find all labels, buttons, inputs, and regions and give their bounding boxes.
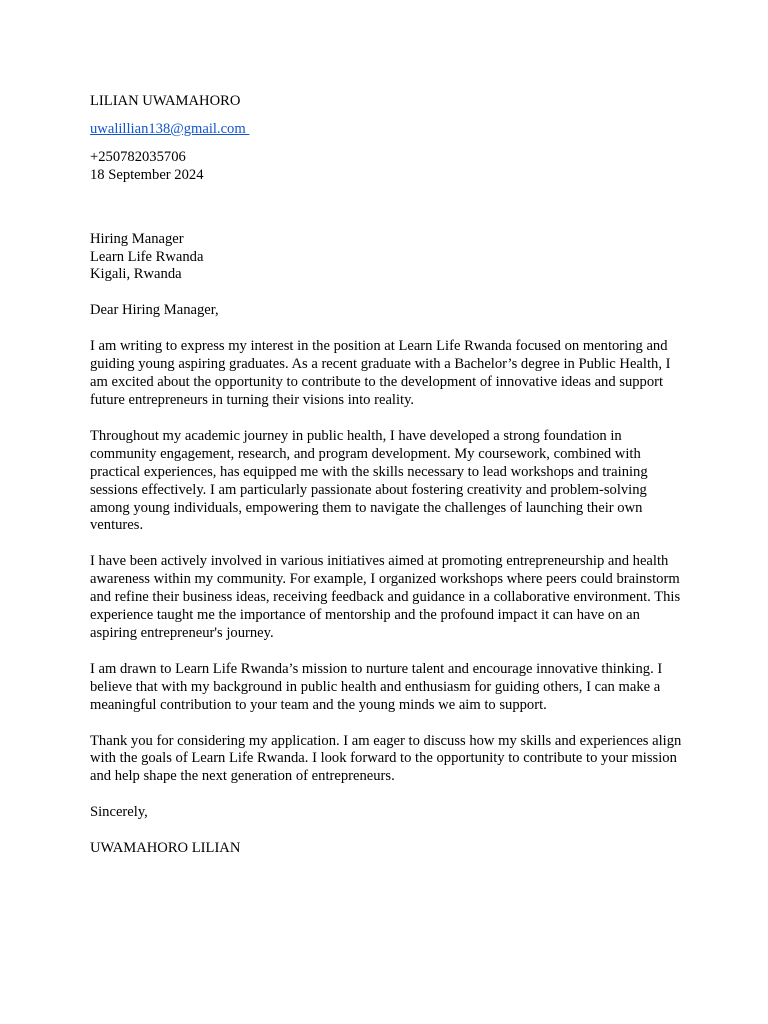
sender-phone: +250782035706 — [90, 148, 186, 165]
cover-letter — [90, 93, 685, 858]
body-paragraph-5: Thank you for considering my application. I am eager to discuss how my skills and experiences align with the goals of Learn Life Rwanda. I look forward to the opportunity to contribute to your mission and help shape the next generation of entrepreneurs. — [90, 732, 682, 785]
spacer — [90, 535, 685, 553]
sender-email-link[interactable]: uwalillian138@gmail.com — [90, 120, 250, 137]
body-paragraph-3: I have been actively involved in various initiatives aimed at promoting entrepreneurship and health awareness within my community. For example, I organized workshops where peers could brainstorm and refine their business ideas, receiving feedback and guidance in a collaborative environment. This experience taught me the importance of mentorship and the profound impact it can have on an aspiring entrepreneur's journey. — [90, 553, 681, 641]
spacer — [90, 786, 685, 804]
spacer — [90, 643, 685, 661]
sender-email-line — [90, 121, 685, 139]
spacer — [90, 139, 685, 149]
spacer — [90, 111, 685, 121]
signature: UWAMAHORO LILIAN — [90, 840, 241, 857]
recipient-organization: Learn Life Rwanda — [90, 248, 204, 265]
salutation: Dear Hiring Manager, — [90, 302, 219, 319]
recipient-location: Kigali, Rwanda — [90, 266, 182, 283]
letter-date: 18 September 2024 — [90, 166, 204, 183]
spacer — [90, 185, 685, 231]
spacer — [90, 822, 685, 840]
body-paragraph-4: I am drawn to Learn Life Rwanda’s mission to nurture talent and encourage innovative thinking. I believe that with my background in public health and enthusiasm for guiding others, I can make a meaningful contribution to your team and the young minds we aim to support. — [90, 660, 663, 713]
body-paragraph-2: Throughout my academic journey in public health, I have developed a strong foundation in community engagement, research, and program development. My coursework, combined with practical experiences, has equipped me with the skills necessary to lead workshops and training sessions effectively. I am particularly passionate about fostering creativity and problem-solving among young individuals, empowering them to navigate the challenges of launching their own ventures. — [90, 427, 648, 534]
sender-name: LILIAN UWAMAHORO — [90, 93, 241, 109]
body-paragraph-1: I am writing to express my interest in the position at Learn Life Rwanda focused on mentoring and guiding young aspiring graduates. As a recent graduate with a Bachelor’s degree in Public Health, I am excited about the opportunity to contribute to the development of innovative ideas and support future entrepreneurs in turning their visions into reality. — [90, 338, 671, 408]
spacer — [90, 320, 685, 338]
spacer — [90, 410, 685, 428]
closing: Sincerely, — [90, 804, 148, 821]
recipient-title: Hiring Manager — [90, 230, 184, 247]
spacer — [90, 284, 685, 302]
spacer — [90, 715, 685, 733]
